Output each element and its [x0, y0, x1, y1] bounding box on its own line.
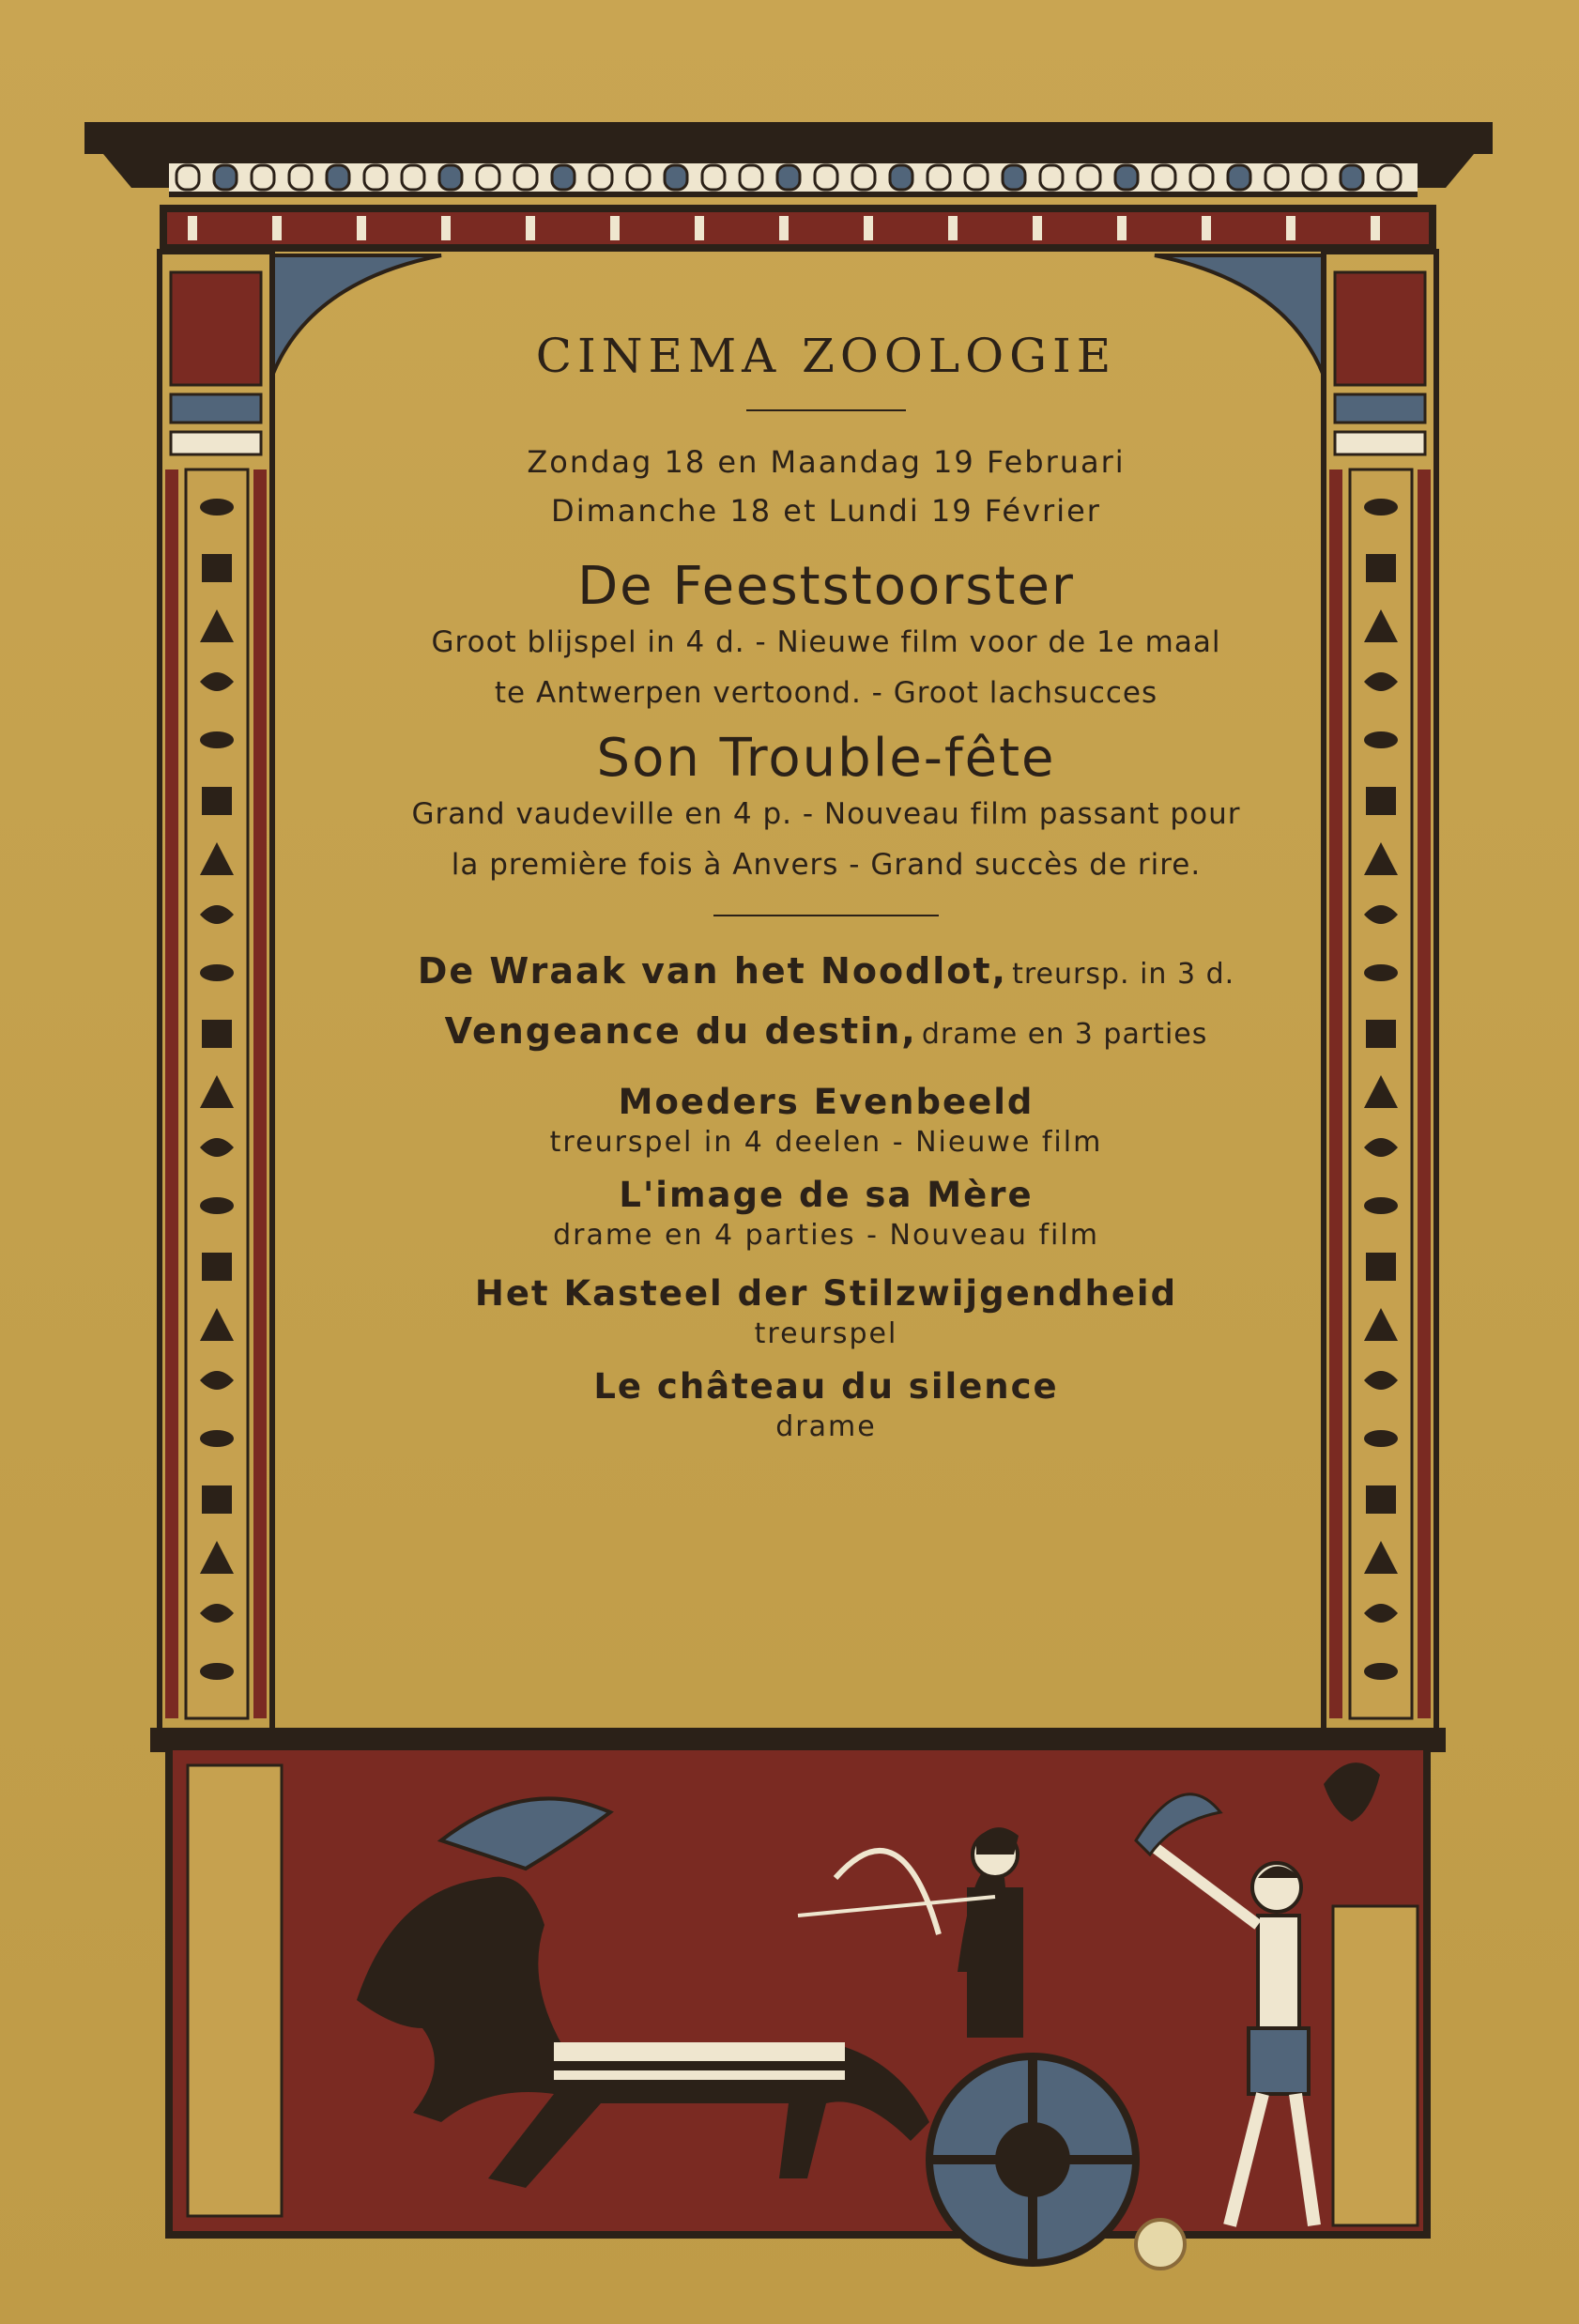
- date-dutch: Zondag 18 en Maandag 19 Februari: [527, 444, 1126, 480]
- program-item-1-title: De Wraak van het Noodlot,: [417, 950, 1007, 992]
- bead-ornament: [402, 165, 424, 190]
- hieroglyph: [1364, 1663, 1398, 1680]
- band-tick: [864, 216, 873, 240]
- bead-ornament: [627, 165, 650, 190]
- hieroglyph: [1364, 731, 1398, 748]
- feature-2-line1: Grand vaudeville en 4 p. - Nouveau film passant pour: [411, 797, 1241, 831]
- hieroglyph: [1366, 554, 1396, 582]
- program-item-1: [310, 945, 1342, 1005]
- bead-ornament: [289, 165, 312, 190]
- punch-hole: [1136, 2220, 1185, 2269]
- program-item-2-title: Vengeance du destin,: [444, 1010, 917, 1052]
- bead-ornament: [702, 165, 725, 190]
- band-tick: [441, 216, 451, 240]
- hieroglyph: [1364, 964, 1398, 981]
- program-item-4-sub: drame en 4 parties - Nouveau film: [553, 1219, 1099, 1252]
- band-tick: [610, 216, 620, 240]
- bead-ornament: [364, 165, 387, 190]
- bead-ornament: [777, 165, 800, 190]
- bead-ornament: [965, 165, 988, 190]
- bead-ornament: [1303, 165, 1326, 190]
- band-tick: [695, 216, 704, 240]
- band-tick: [1202, 216, 1211, 240]
- program-content: [310, 329, 1342, 1448]
- bead-ornament: [927, 165, 950, 190]
- hieroglyph: [1364, 499, 1398, 516]
- hieroglyph: [1366, 1253, 1396, 1281]
- section-divider: [713, 915, 939, 916]
- band-tick: [526, 216, 535, 240]
- band-tick: [188, 216, 197, 240]
- program-item-6-sub: drame: [775, 1410, 877, 1443]
- feature-1-title: De Feeststoorster: [577, 556, 1075, 617]
- date-french: Dimanche 18 et Lundi 19 Février: [551, 493, 1101, 529]
- program-item-3-sub: treurspel in 4 deelen - Nieuwe film: [549, 1126, 1103, 1159]
- hieroglyph: [1366, 787, 1396, 815]
- hieroglyph: [202, 787, 232, 815]
- bead-ornament: [439, 165, 462, 190]
- band-tick: [357, 216, 366, 240]
- cinema-title: CINEMA ZOOLOGIE: [535, 329, 1117, 383]
- bead-ornament: [1003, 165, 1025, 190]
- bead-ornament: [1153, 165, 1175, 190]
- program-item-2: [310, 1005, 1342, 1065]
- hieroglyph: [200, 1430, 234, 1447]
- program-item-3-title: Moeders Evenbeeld: [618, 1082, 1035, 1122]
- band-tick: [1117, 216, 1127, 240]
- chariot-wheel: [929, 2056, 1136, 2263]
- feature-1-line2: te Antwerpen vertoond. - Groot lachsucces: [494, 676, 1158, 710]
- feature-2-title: Son Trouble-fête: [596, 728, 1056, 789]
- bead-ornament: [252, 165, 274, 190]
- bead-ornament: [590, 165, 612, 190]
- hieroglyph: [200, 964, 234, 981]
- bead-ornament: [1378, 165, 1401, 190]
- bead-ornament: [1078, 165, 1100, 190]
- bead-ornament: [1190, 165, 1213, 190]
- hieroglyph: [202, 1020, 232, 1048]
- hieroglyph: [202, 554, 232, 582]
- band-tick: [779, 216, 789, 240]
- bead-ornament: [477, 165, 499, 190]
- bead-ornament: [740, 165, 762, 190]
- hieroglyph: [202, 1253, 232, 1281]
- bead-ornament: [514, 165, 537, 190]
- feature-2-line2: la première fois à Anvers - Grand succès de rire.: [451, 848, 1202, 882]
- band-tick: [272, 216, 282, 240]
- bead-ornament: [815, 165, 837, 190]
- band-tick: [1286, 216, 1295, 240]
- band-tick: [1371, 216, 1380, 240]
- band-tick: [1033, 216, 1042, 240]
- hieroglyph: [1364, 1197, 1398, 1214]
- bead-ornament: [552, 165, 575, 190]
- bead-ornament: [1265, 165, 1288, 190]
- program-item-6-title: Le château du silence: [593, 1366, 1059, 1407]
- hieroglyph: [200, 731, 234, 748]
- feature-1-line1: Groot blijspel in 4 d. - Nieuwe film voor de 1e maal: [431, 625, 1221, 659]
- bead-ornament: [214, 165, 237, 190]
- hieroglyph: [1364, 1430, 1398, 1447]
- bead-ornament: [176, 165, 199, 190]
- bead-ornament: [1228, 165, 1250, 190]
- bead-ornament: [665, 165, 687, 190]
- bead-ornament: [1115, 165, 1138, 190]
- bead-ornament: [327, 165, 349, 190]
- bead-ornament: [1040, 165, 1063, 190]
- band-tick: [948, 216, 958, 240]
- hieroglyph: [200, 1197, 234, 1214]
- hieroglyph: [200, 499, 234, 516]
- program-item-4-title: L'image de sa Mère: [619, 1175, 1034, 1215]
- bead-ornament: [890, 165, 912, 190]
- title-divider: [746, 409, 906, 411]
- hieroglyph: [200, 1663, 234, 1680]
- bead-row: [169, 158, 1418, 197]
- program-item-5-title: Het Kasteel der Stilzwijgendheid: [474, 1273, 1178, 1314]
- bead-ornament: [852, 165, 875, 190]
- program-item-1-sub: treursp. in 3 d.: [1012, 958, 1235, 991]
- hieroglyph: [1366, 1020, 1396, 1048]
- program-item-2-sub: drame en 3 parties: [921, 1018, 1208, 1051]
- bead-ornament: [1341, 165, 1363, 190]
- hieroglyph: [202, 1485, 232, 1514]
- hieroglyph: [1366, 1485, 1396, 1514]
- program-item-5-sub: treurspel: [754, 1317, 898, 1350]
